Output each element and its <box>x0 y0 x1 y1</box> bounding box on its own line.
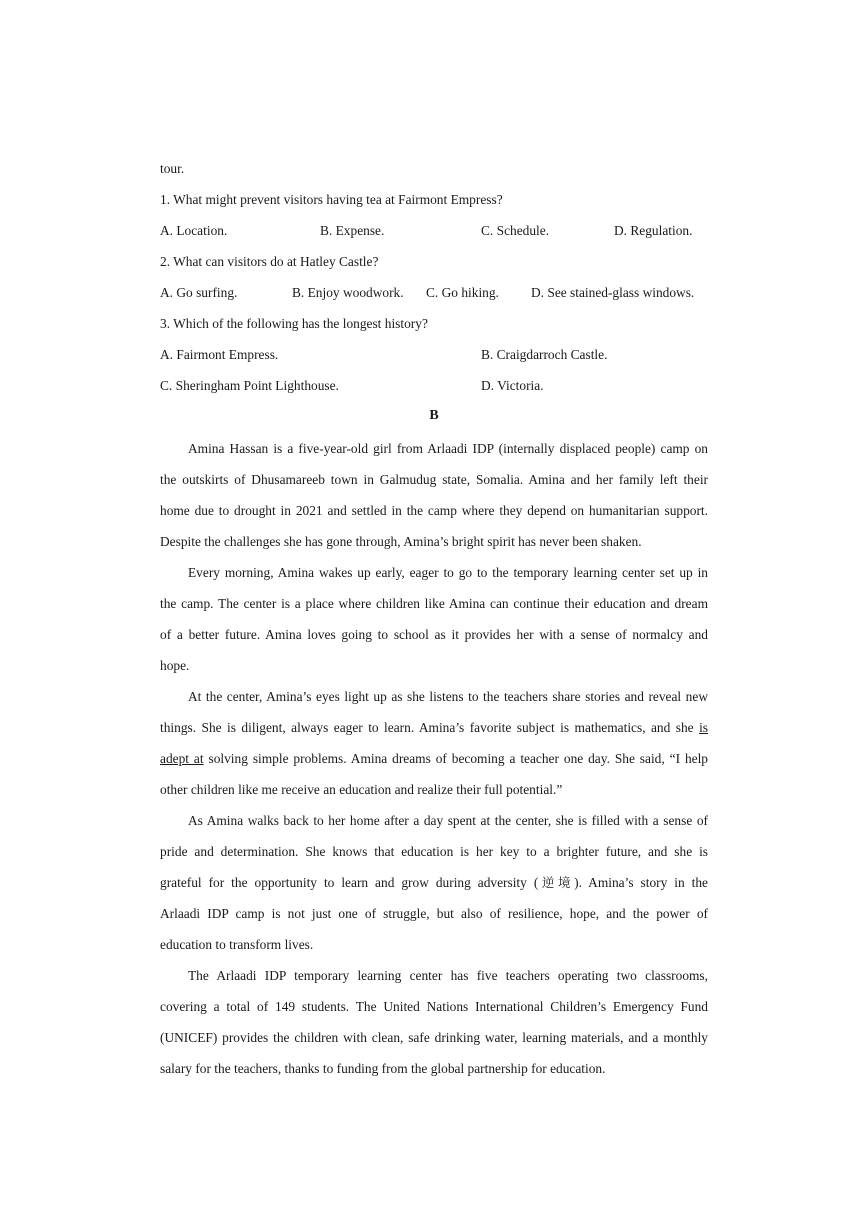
paragraph-3-line-3 <box>160 743 708 774</box>
paragraph-1-line-4: Despite the challenges she has gone through, Amina’s bright spirit has never been shaken. <box>160 534 642 549</box>
passage-paragraph-1 <box>160 433 708 557</box>
paragraph-5-line-4: salary for the teachers, thanks to funding from the global partnership for education. <box>160 1061 606 1076</box>
paragraph-2-line-3: of a better future. Amina loves going to school as it provides her with a sense of normalcy and <box>160 627 708 642</box>
paragraph-1-line-1: Amina Hassan is a five-year-old girl from Arlaadi IDP (internally displaced people) camp on <box>188 441 708 456</box>
paragraph-3-line-4: other children like me receive an education and realize their full potential.” <box>160 782 563 797</box>
paragraph-5-line-2: covering a total of 149 students. The United Nations International Children’s Emergency Fund <box>160 999 708 1014</box>
paragraph-3-line-3-text: solving simple problems. Amina dreams of becoming a teacher one day. She said, “I help <box>203 751 708 766</box>
question-1-option-a: A. Location. <box>160 223 228 238</box>
question-1-stem: 1. What might prevent visitors having tea at Fairmont Empress? <box>160 192 503 207</box>
underlined-phrase-part-1: is <box>699 720 708 735</box>
paragraph-4-line-3-text-a: grateful for the opportunity to learn and grow during adversity ( <box>160 875 539 890</box>
question-1-option-d: D. Regulation. <box>614 223 693 238</box>
question-3-option-c: C. Sheringham Point Lighthouse. <box>160 378 339 393</box>
paragraph-4-line-4: Arlaadi IDP camp is not just one of struggle, but also of resilience, hope, and the power of <box>160 906 708 921</box>
paragraph-4-line-2: pride and determination. She knows that education is her key to a brighter future, and she is <box>160 844 708 859</box>
passage-paragraph-4 <box>160 805 708 960</box>
paragraph-3-line-1: At the center, Amina’s eyes light up as she listens to the teachers share stories and reveal new <box>188 689 708 704</box>
paragraph-1-line-3: home due to drought in 2021 and settled in the camp where they depend on humanitarian support. <box>160 503 708 518</box>
paragraph-2-line-4: hope. <box>160 658 190 673</box>
question-3-stem: 3. Which of the following has the longest history? <box>160 316 428 331</box>
passage-paragraph-3 <box>160 681 708 805</box>
paragraph-4-line-3-text-b: ). Amina’s story in the <box>574 875 708 890</box>
passage-paragraph-5 <box>160 960 708 1084</box>
fragment-text: tour. <box>160 161 185 176</box>
passage-paragraph-2 <box>160 557 708 681</box>
question-3-option-d: D. Victoria. <box>481 378 544 393</box>
question-3-option-b: B. Craigdarroch Castle. <box>481 347 608 362</box>
paragraph-2-line-1: Every morning, Amina wakes up early, eager to go to the temporary learning center set up in <box>188 565 708 580</box>
question-2-option-b: B. Enjoy woodwork. <box>292 285 404 300</box>
question-2-option-a: A. Go surfing. <box>160 285 238 300</box>
paragraph-4-line-3 <box>160 867 708 898</box>
paragraph-5-line-3: (UNICEF) provides the children with clean, safe drinking water, learning materials, and a monthly <box>160 1030 708 1045</box>
paragraph-1-line-2: the outskirts of Dhusamareeb town in Galmudug state, Somalia. Amina and her family left their <box>160 472 708 487</box>
paragraph-4-line-1: As Amina walks back to her home after a day spent at the center, she is filled with a sense of <box>188 813 708 828</box>
underlined-phrase-part-2: adept at <box>160 751 204 766</box>
question-2-stem: 2. What can visitors do at Hatley Castle? <box>160 254 379 269</box>
question-3-option-a: A. Fairmont Empress. <box>160 347 279 362</box>
paragraph-4-line-5: education to transform lives. <box>160 937 314 952</box>
question-1-option-c: C. Schedule. <box>481 223 550 238</box>
paragraph-5-line-1: The Arlaadi IDP temporary learning center has five teachers operating two classrooms, <box>188 968 708 983</box>
paragraph-2-line-2: the camp. The center is a place where children like Amina can continue their education and dream <box>160 596 708 611</box>
chinese-gloss: 逆境 <box>538 875 575 890</box>
question-2-option-d: D. See stained-glass windows. <box>531 285 695 300</box>
paragraph-3-line-2 <box>160 712 708 743</box>
section-heading: B <box>429 408 439 423</box>
paragraph-3-line-2-text: things. She is diligent, always eager to learn. Amina’s favorite subject is mathematics, and she <box>160 720 700 735</box>
question-1-option-b: B. Expense. <box>320 223 385 238</box>
question-2-option-c: C. Go hiking. <box>426 285 499 300</box>
